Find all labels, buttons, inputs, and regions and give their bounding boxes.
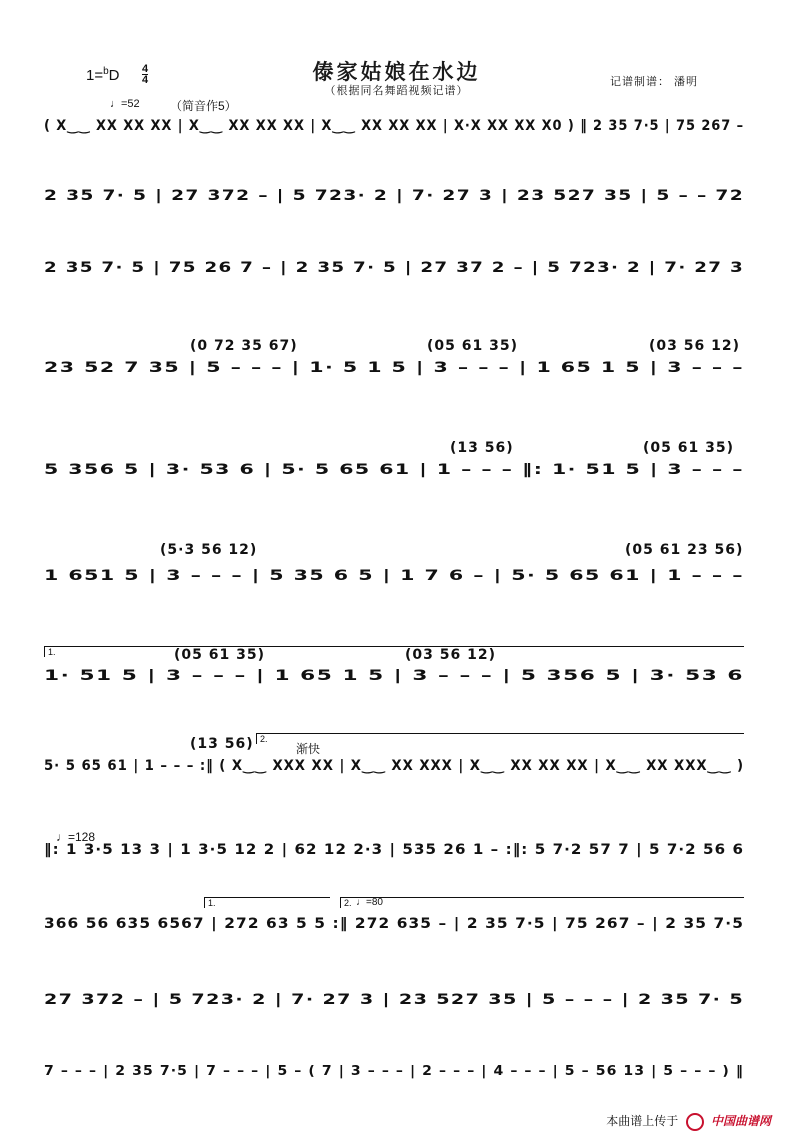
volta-2: 2. xyxy=(256,733,744,744)
score-line-text: 7 – – – | 2 35 7·5 | 7 – – – | 5 – ( 7 | 3 – – – | 2 – – – | 4 – – – | 5 – 56 13 | 5 – – – ) ‖ xyxy=(44,1064,744,1079)
time-signature: 4 4 xyxy=(142,63,149,86)
parenthesis-group: (05 61 35) xyxy=(174,647,265,663)
score-line xyxy=(44,188,752,204)
accelerando-label: 渐快 xyxy=(296,742,321,756)
volta-1: 1. xyxy=(44,646,744,657)
score-line xyxy=(44,462,752,478)
score-line xyxy=(44,668,752,684)
score-line-text: 2 35 7· 5 | 27 372 – | 5 723· 2 | 7· 27 3 | 23 527 35 | 5 – – 72 xyxy=(44,188,744,204)
score-line-text: 5· 5 65 61 | 1 – – – :‖ ( X‿‿ XXX XX | X‿‿ XX XXX | X‿‿ XX XX XX | X‿‿ XX XXX‿‿ ) xyxy=(44,758,744,774)
parenthesis-group: (03 56 12) xyxy=(405,647,496,663)
tempo-note: （简音作5） xyxy=(170,99,237,113)
score-line-text: 23 52 7 35 | 5 – – – | 1· 5 1 5 | 3 – – – | 1 65 1 5 | 3 – – – xyxy=(44,360,744,376)
volta-2b: 2. xyxy=(340,897,744,908)
parenthesis-group: (0 72 35 67) xyxy=(190,338,298,354)
score-line xyxy=(44,1064,752,1079)
score-line-text: 366 56 635 6567 | 272 63 5 5 :‖ 272 635 – | 2 35 7·5 | 75 267 – | 2 35 7·5 xyxy=(44,916,744,932)
parenthesis-group: (05 61 23 56) xyxy=(625,542,744,558)
page-title: 傣家姑娘在水边 xyxy=(312,59,481,84)
tempo-marking: ♩=52 xyxy=(110,98,140,110)
score-line-text: 2 35 7· 5 | 75 26 7 – | 2 35 7· 5 | 27 37 2 – | 5 723· 2 | 7· 27 3 xyxy=(44,260,744,276)
parenthesis-group: (13 56) xyxy=(190,736,254,752)
score-line xyxy=(44,568,752,584)
footer-source: 本曲谱上传于 中国曲谱网 xyxy=(606,1112,771,1131)
parenthesis-group: (05 61 35) xyxy=(643,440,734,456)
tempo-marking-128: ♩=128 xyxy=(56,830,96,844)
score-line xyxy=(44,992,752,1008)
parenthesis-group: (05 61 35) xyxy=(427,338,518,354)
site-link[interactable]: 中国曲谱网 xyxy=(710,1114,771,1129)
key-signature: 1=$^b$D xyxy=(86,66,120,84)
score-line-text: 1· 51 5 | 3 – – – | 1 65 1 5 | 3 – – – | 5 356 5 | 3· 53 6 xyxy=(44,668,744,684)
score-line-text: 1 651 5 | 3 – – – | 5 35 6 5 | 1 7 6 – | 5· 5 65 61 | 1 – – – xyxy=(44,568,744,584)
score-line-text: ( X‿‿ XX XX XX | X‿‿ XX XX XX | X‿‿ XX XX XX | X·X XX XX X0 ) ‖ 2 35 7·5 | 75 267 – xyxy=(44,118,744,134)
parenthesis-group: (03 56 12) xyxy=(649,338,740,354)
score-line xyxy=(44,260,752,276)
subtitle: （根据同名舞蹈视频记谱） xyxy=(324,85,469,97)
score-line xyxy=(44,916,752,932)
score-line-text: 27 372 – | 5 723· 2 | 7· 27 3 | 23 527 35 | 5 – – – | 2 35 7· 5 xyxy=(44,992,744,1008)
site-logo-icon xyxy=(686,1113,704,1131)
parenthesis-group: (5·3 56 12) xyxy=(160,542,258,558)
parenthesis-group: (13 56) xyxy=(450,440,514,456)
tempo-marking-80: ♩=80 xyxy=(356,897,383,908)
score-line-text: 5 356 5 | 3· 53 6 | 5· 5 65 61 | 1 – – – ‖: 1· 51 5 | 3 – – – xyxy=(44,462,744,478)
score-line xyxy=(44,758,752,774)
transcriber-credit: 记谱制谱： 潘明 xyxy=(610,76,699,88)
score-line-text: ‖: 1 3·5 13 3 | 1 3·5 12 2 | 62 12 2·3 | 535 26 1 – :‖: 5 7·2 57 7 | 5 7·2 56 6 xyxy=(44,842,745,858)
volta-1b: 1. xyxy=(204,897,330,908)
score-line xyxy=(44,118,752,134)
score-line xyxy=(44,360,752,376)
score-line xyxy=(44,842,752,858)
